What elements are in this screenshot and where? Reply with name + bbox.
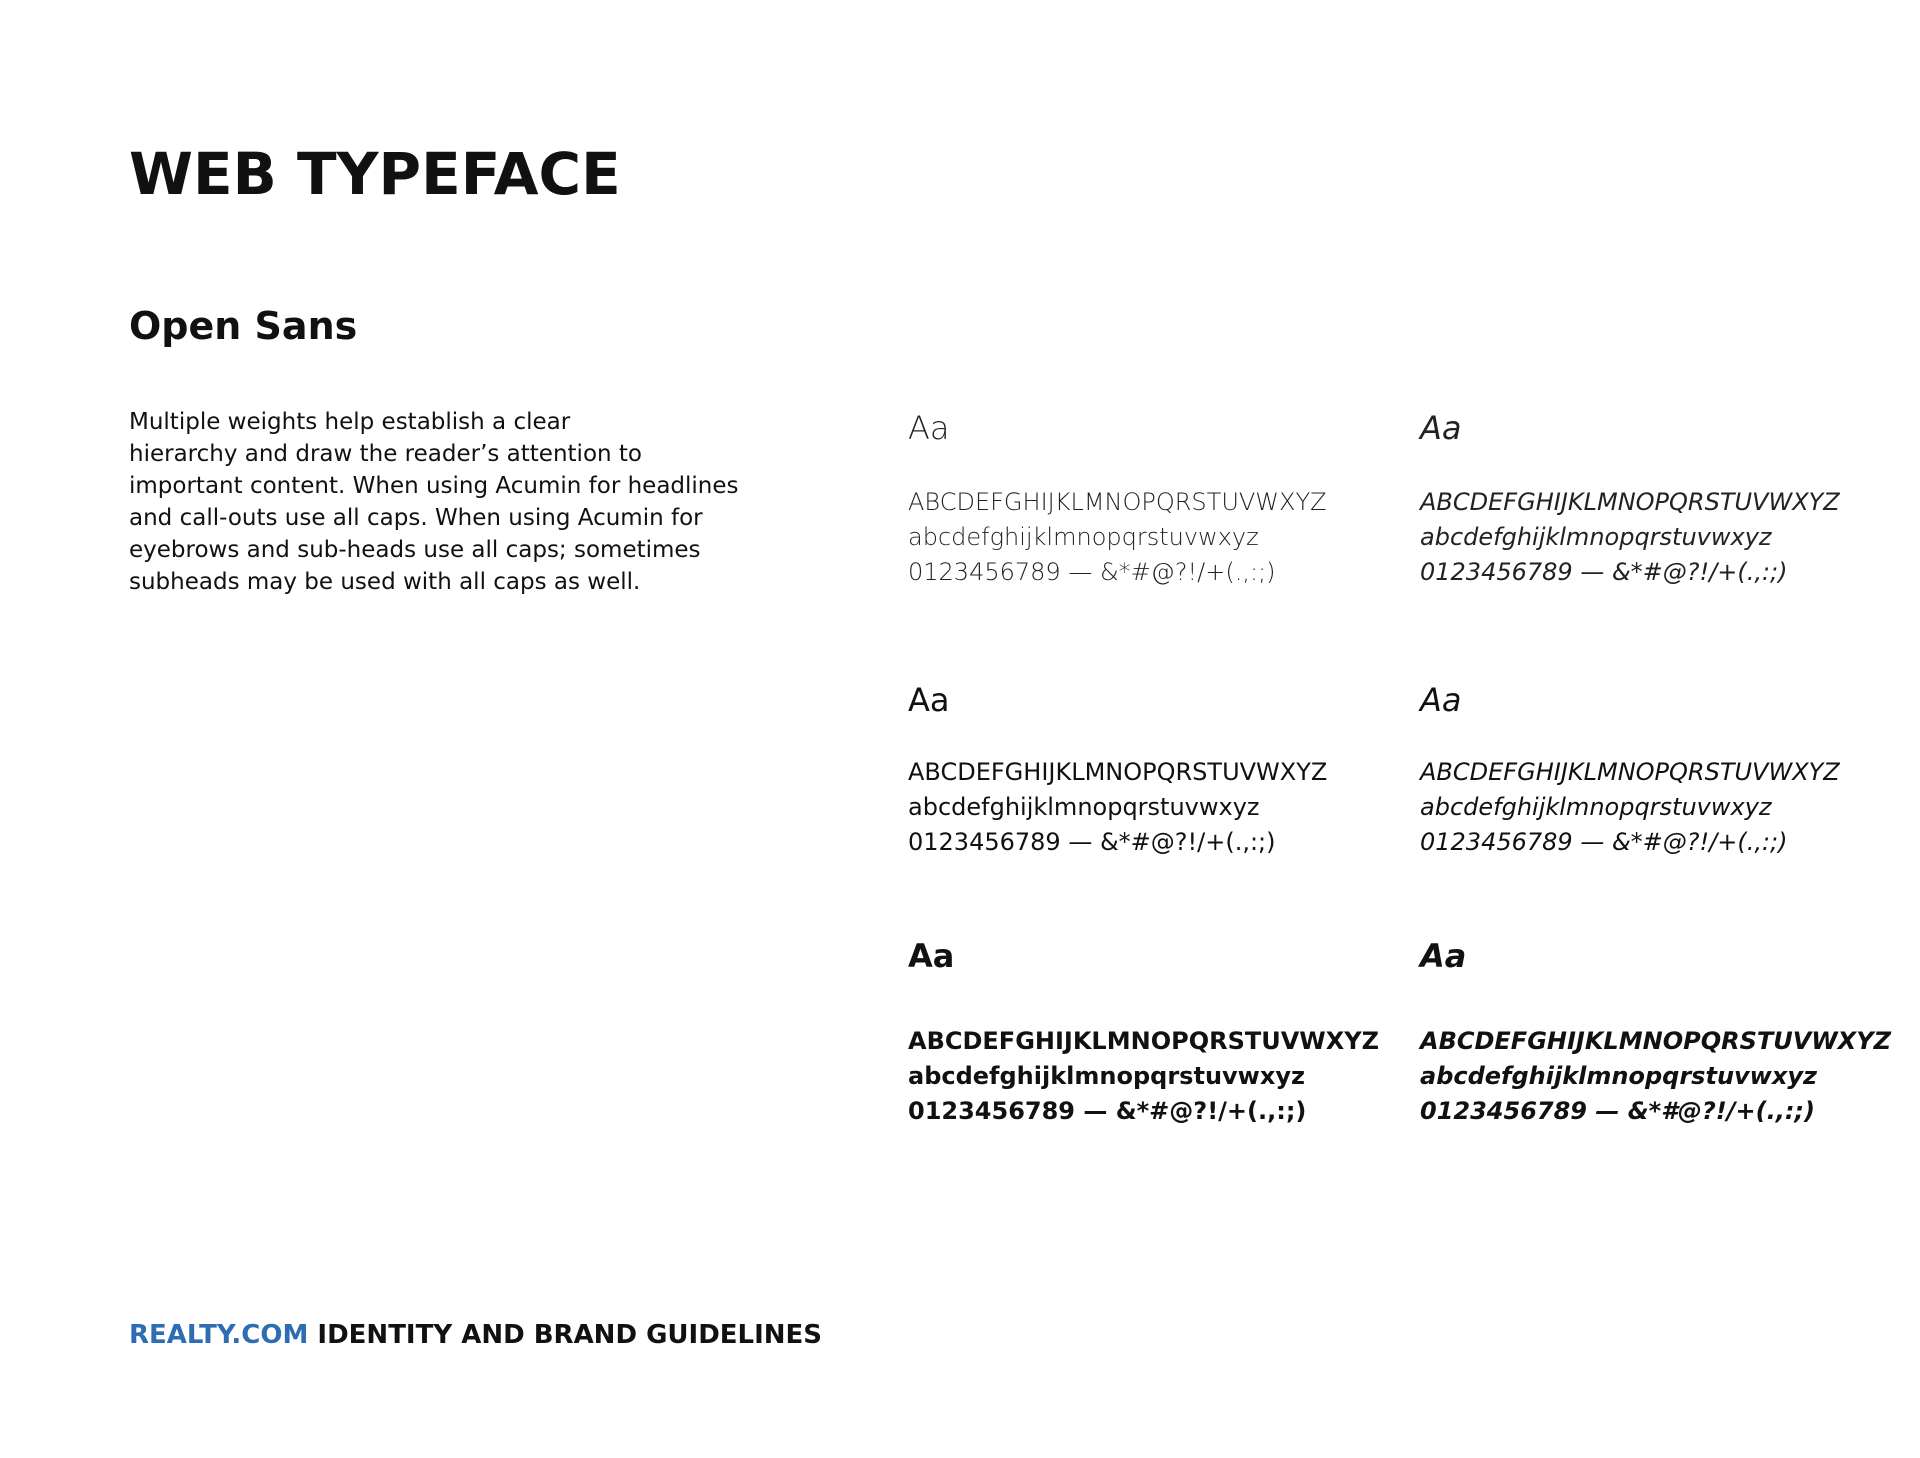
specimen-lowercase: abcdefghijklmnopqrstuvwxyz <box>1420 793 1772 821</box>
specimen-uppercase: ABCDEFGHIJKLMNOPQRSTUVWXYZ <box>908 758 1328 786</box>
description-line: subheads may be used with all caps as well. <box>129 569 641 595</box>
specimen-sample: Aa <box>908 681 950 719</box>
specimen-numerals: 0123456789 — &*#@?!/+(.,:;) <box>1420 1097 1815 1125</box>
specimen-light-italic <box>1420 409 1890 586</box>
specimen-light <box>908 409 1378 586</box>
specimen-lowercase: abcdefghijklmnopqrstuvwxyz <box>908 523 1259 551</box>
specimen-sample: Aa <box>908 409 950 447</box>
description-line: Multiple weights help establish a clear <box>129 409 571 435</box>
specimen-bold <box>908 937 1380 1125</box>
specimen-bold-italic <box>1420 937 1892 1125</box>
typeface-name: Open Sans <box>129 304 358 348</box>
specimen-uppercase: ABCDEFGHIJKLMNOPQRSTUVWXYZ <box>908 488 1327 516</box>
specimen-sample: Aa <box>908 937 955 975</box>
specimen-characters <box>908 1024 1379 1129</box>
specimen-regular-italic <box>1420 681 1890 856</box>
specimen-characters <box>908 485 1327 590</box>
specimen-numerals: 0123456789 — &*#@?!/+(.,:;) <box>908 828 1276 856</box>
specimen-uppercase: ABCDEFGHIJKLMNOPQRSTUVWXYZ <box>1420 488 1840 516</box>
page-title: WEB TYPEFACE <box>129 140 621 208</box>
specimen-sample: Aa <box>1420 937 1467 975</box>
specimen-sample: Aa <box>1420 409 1462 447</box>
typeface-description <box>129 406 749 598</box>
specimen-numerals: 0123456789 — &*#@?!/+(.,:;) <box>1420 558 1788 586</box>
specimen-lowercase: abcdefghijklmnopqrstuvwxyz <box>1420 1062 1817 1090</box>
footer-brand: REALTY.COM <box>129 1320 309 1350</box>
description-line: eyebrows and sub-heads use all caps; sometimes <box>129 537 701 563</box>
specimen-sample: Aa <box>1420 681 1462 719</box>
description-line: and call-outs use all caps. When using Acumin for <box>129 505 703 531</box>
specimen-lowercase: abcdefghijklmnopqrstuvwxyz <box>1420 523 1772 551</box>
specimen-lowercase: abcdefghijklmnopqrstuvwxyz <box>908 793 1260 821</box>
specimen-uppercase: ABCDEFGHIJKLMNOPQRSTUVWXYZ <box>908 1027 1380 1055</box>
specimen-numerals: 0123456789 — &*#@?!/+(.,:;) <box>908 1097 1307 1125</box>
description-line: hierarchy and draw the reader’s attention to <box>129 441 642 467</box>
specimen-numerals: 0123456789 — &*#@?!/+(.,:;) <box>1420 828 1788 856</box>
footer <box>129 1320 822 1350</box>
specimen-characters <box>1420 485 1840 590</box>
specimen-characters <box>1420 755 1840 860</box>
specimen-lowercase: abcdefghijklmnopqrstuvwxyz <box>908 1062 1305 1090</box>
specimen-regular <box>908 681 1378 856</box>
specimen-characters <box>908 755 1327 860</box>
specimen-uppercase: ABCDEFGHIJKLMNOPQRSTUVWXYZ <box>1420 1027 1892 1055</box>
description-line: important content. When using Acumin for headlines <box>129 473 739 499</box>
specimen-numerals: 0123456789 — &*#@?!/+(.,:;) <box>908 558 1276 586</box>
specimen-characters <box>1420 1024 1891 1129</box>
specimen-uppercase: ABCDEFGHIJKLMNOPQRSTUVWXYZ <box>1420 758 1840 786</box>
footer-text: IDENTITY AND BRAND GUIDELINES <box>308 1320 823 1350</box>
